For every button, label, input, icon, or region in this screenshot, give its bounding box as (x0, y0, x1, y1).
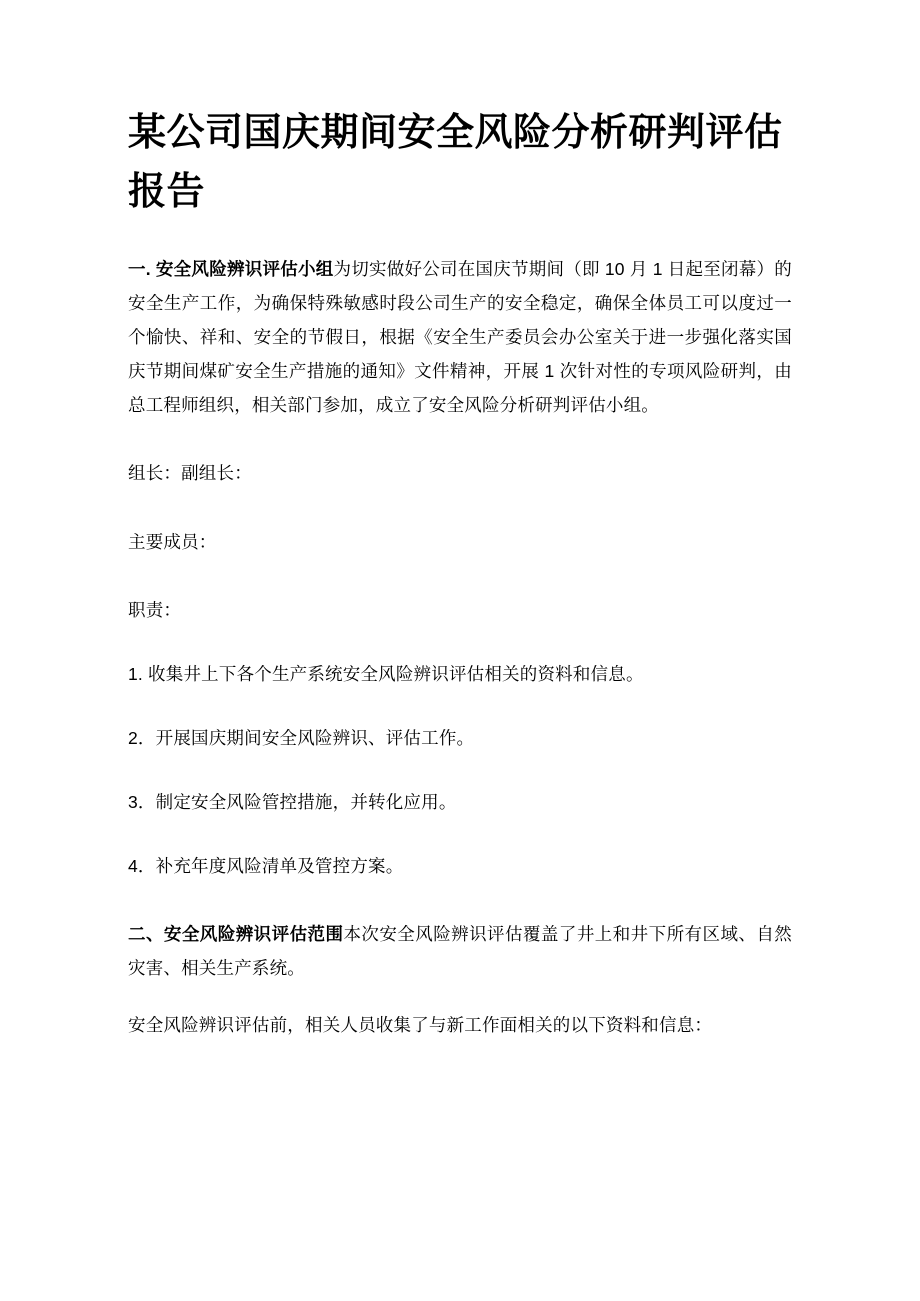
list-item: 2．开展国庆期间安全风险辨识、评估工作。 (128, 727, 475, 748)
duties-label: 职责： (128, 599, 182, 620)
section-two-paragraph (128, 917, 792, 985)
section-one-body: 为切实做好公司在国庆节期间（即 10 月 1 日起至闭幕）的安全生产工作，为确保特殊敏感时段公司生产的安全稳定，确保全体员工可以度过一个愉快、祥和、安全的节假日，根据《安全生产委员会办公室关于进一步强化落实国庆节期间煤矿安全生产措施的通知》文件精神，开展 1 次针对性的专项风险研判，由总工程师组织，相关部门参加，成立了安全风险分析研判评估小组。 (128, 258, 792, 416)
list-item: 1. 收集井上下各个生产系统安全风险辨识评估相关的资料和信息。 (128, 663, 644, 684)
list-item: 3．制定安全风险管控措施，并转化应用。 (128, 792, 457, 813)
section-two-body: 本次安全风险辨识评估覆盖了井上和井下所有区域、自然灾害、相关生产系统。 (128, 924, 792, 979)
page-title: 某公司国庆期间安全风险分析研判评估报告 (128, 112, 783, 213)
section-two-heading: 二、安全风险辨识评估范围 (128, 924, 344, 945)
section-one-paragraph (128, 252, 792, 423)
closing-paragraph: 安全风险辨识评估前，相关人员收集了与新工作面相关的以下资料和信息： (128, 1014, 713, 1035)
group-leader-line: 组长：副组长： (128, 463, 252, 484)
section-one-heading: 一. 安全风险辨识评估小组 (128, 258, 334, 279)
main-members-line: 主要成员： (128, 531, 217, 552)
list-item: 4．补充年度风险清单及管控方案。 (128, 856, 404, 877)
